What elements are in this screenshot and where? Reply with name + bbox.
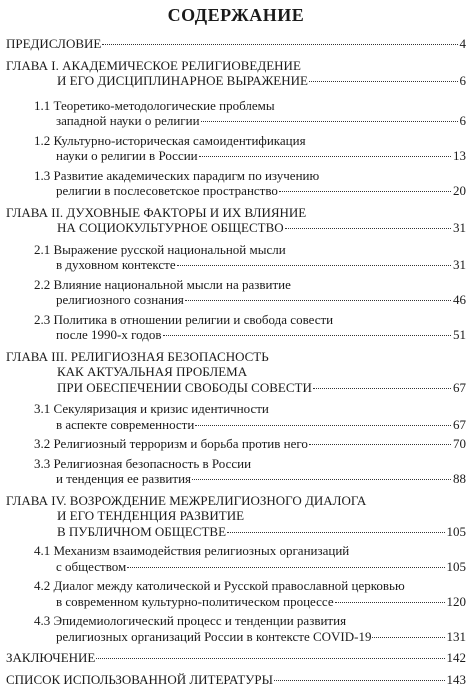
- dot-leader: [279, 190, 451, 192]
- toc-page-number: 120: [446, 593, 466, 609]
- toc-entry-text: ПРИ ОБЕСПЕЧЕНИИ СВОБОДЫ СОВЕСТИ: [57, 379, 312, 395]
- toc-entry-line: [0, 242, 472, 258]
- dot-leader: [102, 43, 457, 45]
- dot-leader: [227, 531, 444, 533]
- toc-entry-line: [0, 349, 472, 365]
- toc-entry-text: ГЛАВА I. АКАДЕМИЧЕСКОЕ РЕЛИГИОВЕДЕНИЕ: [6, 57, 301, 73]
- toc-entry-text: с обществом: [56, 558, 127, 574]
- dot-leader: [96, 657, 444, 659]
- toc-entry-line: [0, 456, 472, 472]
- toc-entry-text: 2.1 Выражение русской национальной мысли: [34, 241, 286, 257]
- toc-entry-line: [0, 508, 472, 524]
- toc-entry-line: [0, 98, 472, 114]
- toc-entry-line: [0, 168, 472, 184]
- toc-entry-line: [0, 629, 472, 645]
- toc-page-number: 20: [453, 183, 466, 198]
- toc-entry-text: ГЛАВА IV. ВОЗРОЖДЕНИЕ МЕЖРЕЛИГИОЗНОГО ДИАЛОГА: [6, 492, 367, 508]
- toc-entry-text: после 1990-х годов: [56, 327, 162, 342]
- toc-entry-text: И ЕГО ДИСЦИПЛИНАРНОЕ ВЫРАЖЕНИЕ: [57, 73, 308, 88]
- toc-entry-text: 1.3 Развитие академических парадигм по изучению: [34, 167, 320, 183]
- dot-leader: [199, 155, 451, 157]
- toc-chapter-entry[interactable]: [0, 205, 472, 236]
- toc-entry-text: 4.1 Механизм взаимодействия религиозных организаций: [34, 543, 350, 558]
- toc-entry-line: [0, 417, 472, 433]
- toc-entry-text: 1.1 Теоретико-методологические проблемы: [34, 97, 275, 113]
- toc-entry-text: ГЛАВА III. РЕЛИГИОЗНАЯ БЕЗОПАСНОСТЬ: [6, 348, 269, 364]
- dot-leader: [309, 443, 451, 445]
- toc-page-number: 51: [453, 327, 466, 342]
- toc-entry-text: в современном культурно-политическом процессе: [56, 593, 334, 609]
- toc-entry-line: [0, 205, 472, 221]
- toc-entry-line: [0, 277, 472, 293]
- toc-entry-line: [0, 58, 472, 74]
- toc-entry-text: религиозного сознания: [56, 292, 184, 307]
- toc-entry-text: 4.3 Эпидемиологический процесс и тенденции развития: [34, 613, 347, 628]
- toc-entry-text: религии в послесоветское пространство: [56, 183, 278, 198]
- toc-entry-line: [0, 594, 472, 610]
- toc-chapter-entry[interactable]: [0, 650, 472, 666]
- toc-page-number: 13: [453, 148, 466, 163]
- toc-entry-line: [0, 524, 472, 540]
- toc-page-number: 67: [453, 379, 466, 395]
- toc-entry-text: в духовном контексте: [56, 257, 176, 272]
- dot-leader: [372, 636, 444, 638]
- toc-entry-line: [0, 133, 472, 149]
- dot-leader: [274, 679, 445, 681]
- dot-leader: [335, 601, 445, 603]
- toc-page-number: 46: [453, 292, 466, 307]
- toc-section-entry[interactable]: [0, 401, 472, 432]
- toc-page-number: 142: [446, 650, 466, 665]
- toc-section-entry[interactable]: [0, 613, 472, 644]
- toc-entry-text: 1.2 Культурно-историческая самоидентификация: [34, 132, 306, 148]
- toc-section-entry[interactable]: [0, 98, 472, 129]
- dot-leader: [195, 424, 451, 426]
- toc-section-entry[interactable]: [0, 436, 472, 452]
- toc-entry-line: [0, 113, 472, 129]
- toc-chapter-entry[interactable]: [0, 36, 472, 52]
- toc-entry-line: [0, 543, 472, 559]
- toc-page-number: 105: [446, 558, 466, 574]
- toc-page-number: 67: [453, 416, 466, 432]
- toc-entry-line: [0, 559, 472, 575]
- toc-entry-text: ЗАКЛЮЧЕНИЕ: [6, 650, 96, 665]
- toc-section-entry[interactable]: [0, 543, 472, 574]
- toc-entry-line: [0, 436, 472, 452]
- toc-entry-text: КАК АКТУАЛЬНАЯ ПРОБЛЕМА: [57, 364, 248, 379]
- toc-entry-line: [0, 73, 472, 89]
- toc-entry-line: [0, 36, 472, 52]
- toc-entry-line: [0, 220, 472, 236]
- toc-entry-text: В ПУБЛИЧНОМ ОБЩЕСТВЕ: [57, 523, 227, 539]
- toc-entry-text: религиозных организаций России в контексте COVID-19: [56, 628, 372, 644]
- toc-entry-line: [0, 401, 472, 417]
- toc-entry-line: [0, 613, 472, 629]
- toc-section-entry[interactable]: [0, 168, 472, 199]
- toc-entry-line: [0, 148, 472, 164]
- dot-leader: [127, 566, 444, 568]
- toc-page-number: 31: [453, 220, 466, 235]
- dot-leader: [313, 387, 451, 389]
- dot-leader: [192, 478, 451, 480]
- toc-entry-text: науки о религии в России: [56, 148, 198, 163]
- toc-chapter-entry[interactable]: [0, 58, 472, 89]
- toc-entry-line: [0, 578, 472, 594]
- toc-entry-text: 2.3 Политика в отношении религии и свобода совести: [34, 311, 334, 327]
- dot-leader: [201, 120, 458, 122]
- page-title: СОДЕРЖАНИЕ: [167, 5, 305, 25]
- toc-entry-line: [0, 364, 472, 380]
- toc-entry-text: западной науки о религии: [56, 113, 200, 128]
- toc-entry-line: [0, 672, 472, 688]
- toc-entry-text: 2.2 Влияние национальной мысли на развитие: [34, 276, 291, 292]
- toc-page-number: 6: [459, 113, 466, 128]
- toc-entry-line: [0, 650, 472, 666]
- toc-entry-text: 3.2 Религиозный терроризм и борьба против него: [34, 436, 308, 451]
- toc-page-number: 70: [453, 436, 466, 451]
- toc-page-number: 4: [459, 36, 466, 51]
- table-of-contents: [0, 36, 472, 687]
- toc-page-number: 31: [453, 257, 466, 272]
- toc-entry-text: СПИСОК ИСПОЛЬЗОВАННОЙ ЛИТЕРАТУРЫ: [6, 671, 273, 687]
- toc-entry-line: [0, 493, 472, 509]
- toc-chapter-entry[interactable]: [0, 493, 472, 540]
- toc-section-entry[interactable]: [0, 456, 472, 487]
- toc-entry-text: в аспекте современности: [56, 416, 195, 432]
- toc-entry-text: ПРЕДИСЛОВИЕ: [6, 36, 102, 51]
- toc-entry-text: ГЛАВА II. ДУХОВНЫЕ ФАКТОРЫ И ИХ ВЛИЯНИЕ: [6, 204, 307, 220]
- dot-leader: [163, 334, 451, 336]
- toc-entry-line: [0, 380, 472, 396]
- toc-entry-text: 4.2 Диалог между католической и Русской православной церковью: [34, 578, 405, 593]
- toc-page-number: 6: [459, 73, 466, 88]
- toc-page-number: 88: [453, 471, 466, 486]
- toc-section-entry[interactable]: [0, 242, 472, 273]
- toc-section-entry[interactable]: [0, 578, 472, 609]
- toc-entry-line: [0, 292, 472, 308]
- toc-entry-text: И ЕГО ТЕНДЕНЦИЯ РАЗВИТИЕ: [57, 508, 245, 523]
- dot-leader: [285, 227, 451, 229]
- toc-entry-line: [0, 327, 472, 343]
- toc-entry-text: 3.1 Секуляризация и кризис идентичности: [34, 401, 269, 416]
- toc-entry-text: и тенденция ее развития: [56, 471, 192, 486]
- toc-entry-line: [0, 257, 472, 273]
- toc-chapter-entry[interactable]: [0, 672, 472, 688]
- toc-entry-text: НА СОЦИОКУЛЬТУРНОЕ ОБЩЕСТВО: [57, 220, 284, 235]
- toc-page-number: 143: [446, 671, 466, 687]
- toc-entry-line: [0, 471, 472, 487]
- dot-leader: [309, 80, 458, 82]
- dot-leader: [177, 264, 451, 266]
- toc-section-entry[interactable]: [0, 277, 472, 308]
- toc-section-entry[interactable]: [0, 133, 472, 164]
- dot-leader: [185, 299, 451, 301]
- toc-page-number: 131: [446, 628, 466, 644]
- toc-chapter-entry[interactable]: [0, 349, 472, 396]
- toc-page-number: 105: [446, 523, 466, 539]
- toc-entry-line: [0, 183, 472, 199]
- toc-entry-text: 3.3 Религиозная безопасность в России: [34, 455, 252, 471]
- toc-entry-line: [0, 312, 472, 328]
- toc-section-entry[interactable]: [0, 312, 472, 343]
